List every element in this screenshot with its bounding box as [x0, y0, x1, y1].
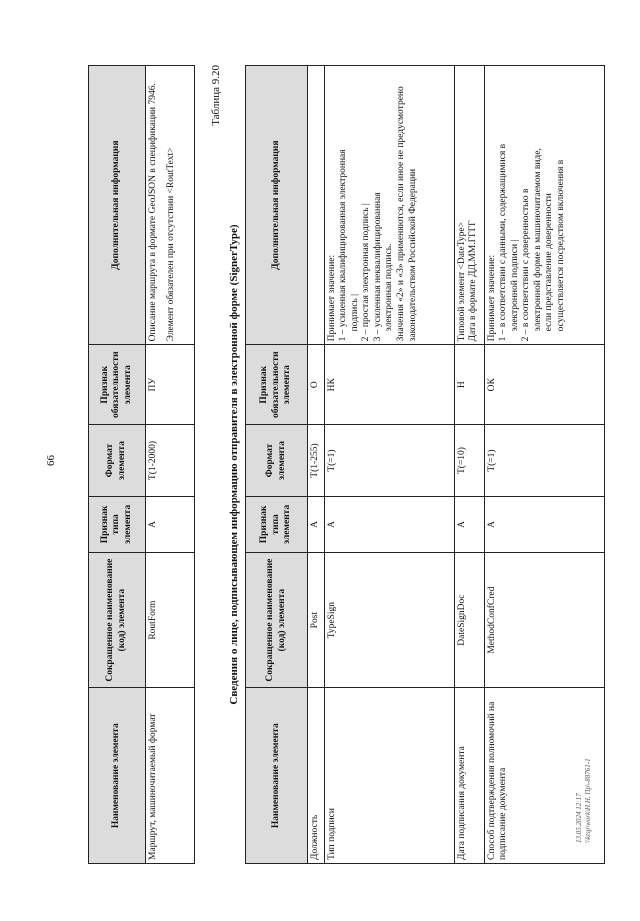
header-row: [246, 66, 308, 864]
info-line: электронная подпись.: [384, 243, 395, 332]
cell-name: Тип подписи: [324, 688, 454, 864]
col-header-info: Дополнительная информация: [246, 66, 308, 345]
cell-type: А: [484, 496, 604, 552]
info-line: подпись |: [349, 293, 360, 332]
col-header-required: Признак обязательности элемента: [246, 345, 308, 425]
col-header-format: Формат элемента: [246, 425, 308, 497]
table-row: [454, 66, 484, 864]
col-header-name: Наименование элемента: [246, 688, 308, 864]
stamp-date: 13.05.2024 12:17: [575, 793, 583, 843]
info-line: Описание маршрута в формате GeoJSON в спецификации 7946.: [148, 83, 158, 342]
cell-name: Дата подписания документа: [454, 688, 484, 864]
cell-name: Способ подтверждения полномочий на подписание документа: [484, 688, 604, 864]
cell-code: RoutForm: [146, 552, 195, 688]
cell-code: TypeSign: [324, 552, 454, 688]
table-row: [324, 66, 454, 864]
cell-format: T(=1): [324, 425, 454, 497]
cell-name: Должность: [308, 688, 325, 864]
signer-table: [245, 65, 605, 864]
info-line: 2 – в соответствии с доверенностью в: [521, 188, 532, 342]
cell-code: MethodConfCred: [484, 552, 604, 688]
cell-type: А: [454, 496, 484, 552]
cell-type: А: [324, 496, 454, 552]
info-line: осуществляется посредством включения в: [556, 159, 567, 332]
cell-format: T(1-255): [308, 425, 325, 497]
cell-format: T(=10): [454, 425, 484, 497]
info-line: 1 – в соответствии с данными, содержащимися в: [498, 143, 509, 342]
info-line: Принимает значение:: [326, 254, 337, 342]
cell-format: T(1-2000): [146, 425, 195, 497]
page-number: 66: [45, 455, 57, 466]
col-header-type: Признак типа элемента: [246, 496, 308, 552]
cell-code: DateSignDoc: [454, 552, 484, 688]
col-header-info: Дополнительная информация: [89, 66, 146, 345]
col-header-format: Формат элемента: [89, 425, 146, 497]
cell-required: Н: [454, 345, 484, 425]
route-table-continuation: [88, 65, 195, 864]
info-line: Значения «2» и «3» применяются, если иное не предусмотрено законодательством Российской Федерации: [396, 86, 418, 342]
info-line: Элемент обязателен при отсутствии <RoutText>: [165, 147, 176, 342]
info-line: если представление доверенности: [544, 193, 555, 332]
cell-info: [454, 66, 484, 345]
info-line: 2 – простая электронная подпись |: [361, 203, 372, 342]
continuation-table: [88, 65, 195, 864]
table-row: [308, 66, 325, 864]
cell-info: [146, 66, 195, 345]
cell-type: А: [146, 496, 195, 552]
cell-required: О: [308, 345, 325, 425]
cell-required: НК: [324, 345, 454, 425]
cell-code: Post: [308, 552, 325, 688]
info-line: 3 – усиленная неквалифицированная: [372, 192, 383, 342]
header-row: [89, 66, 146, 864]
col-header-type: Признак типа элемента: [89, 496, 146, 552]
col-header-required: Признак обязательности элемента: [89, 345, 146, 425]
col-header-code: Сокращенное наименование (код) элемента: [89, 552, 146, 688]
cell-info: [324, 66, 454, 345]
cell-required: ПУ: [146, 345, 195, 425]
cell-required: ОК: [484, 345, 604, 425]
print-stamp: [575, 673, 593, 843]
cell-format: T(=1): [484, 425, 604, 497]
cell-name: Маршрут, машиночитаемый формат: [146, 688, 195, 864]
table-caption: Таблица 9.20: [210, 65, 222, 126]
info-line: электронной подписи |: [509, 239, 520, 332]
section-title: Сведения о лице, подписывающем информацию отправителя в электронной форме (SignerType): [228, 224, 240, 705]
info-line: электронной форме в машиночитаемом виде,: [532, 148, 543, 332]
info-line: Дата в формате ДД.ММ.ГГГГ: [468, 220, 479, 342]
info-line: Типовой элемент <DateType>: [456, 222, 467, 342]
info-line: Принимает значение:: [486, 254, 497, 342]
col-header-name: Наименование элемента: [89, 688, 146, 864]
cell-info: [484, 66, 604, 345]
info-line: 1 – усиленная квалифицированная электронная: [338, 149, 349, 342]
cell-info: [308, 66, 325, 345]
table-row: [146, 66, 195, 864]
signer-table-wrapper: [245, 65, 605, 864]
col-header-code: Сокращенное наименование (код) элемента: [246, 552, 308, 688]
cell-type: А: [308, 496, 325, 552]
stamp-path: \\ktsp\work\Н.Н. Пр\-88761-1: [583, 758, 592, 843]
